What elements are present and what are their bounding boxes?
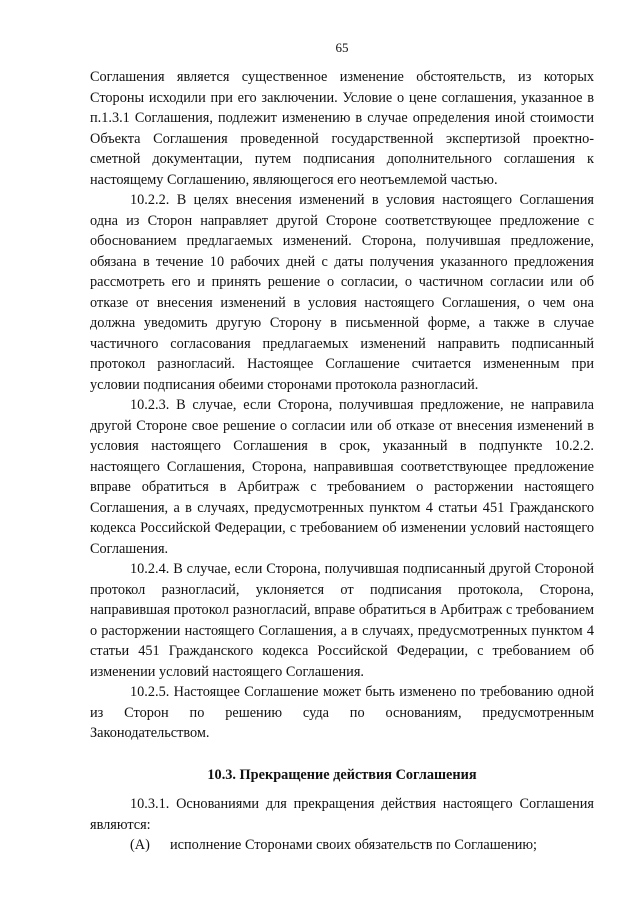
section-heading: 10.3. Прекращение действия Соглашения xyxy=(207,766,477,783)
list-item-marker: (А) xyxy=(130,837,150,853)
paragraph-10-2-4: 10.2.4. В случае, если Сторона, получившая подписанный другой Стороной протокол разногласий, уклоняется от подписания протокола, Сторона, направившая протокол разногласий, вправе обратиться в Арбитраж с требованием о расторжении настоящего Соглашения, а в случаях, предусмотренных пунктом 4 статьи 451 Гражданского кодекса Российской Федерации, с требованием об изменении условий настоящего Соглашения. xyxy=(90,561,594,680)
paragraph-10-3-1: 10.3.1. Основаниями для прекращения действия настоящего Соглашения являются: xyxy=(90,796,594,833)
page-number: 65 xyxy=(335,40,349,55)
list-item xyxy=(90,835,594,856)
paragraph-10-2-3: 10.2.3. В случае, если Сторона, получившая предложение, не направила другой Стороне свое решение о согласии или об отказе от внесения изменений в условия настоящего Соглашения в срок, указанный в подпункте 10.2.2. настоящего Соглашения, Сторона, направившая соответствующее предложение вправе обратиться в Арбитраж с требованием о расторжении настоящего Соглашения, а в случаях, предусмотренных пунктом 4 статьи 451 Гражданского кодекса Российской Федерации, с требованием об изменении условий настоящего Соглашения. xyxy=(90,397,594,557)
list-item-text: исполнение Сторонами своих обязательств по Соглашению; xyxy=(170,837,538,853)
paragraph-10-2-5: 10.2.5. Настоящее Соглашение может быть изменено по требованию одной из Сторон по решению суда по основаниям, предусмотренным Законодательством. xyxy=(90,684,594,741)
paragraph-continuation: Соглашения является существенное изменение обстоятельств, из которых Стороны исходили при его заключении. Условие о цене соглашения, указанное в п.1.3.1 Соглашения, подлежит изменению в случае определения иной стоимости Объекта Соглашения проведенной государственной экспертизой проектно-сметной документации, путем подписания дополнительного соглашения к настоящему Соглашению, являющегося его неотъемлемой частью. xyxy=(90,69,594,188)
document-body xyxy=(90,67,594,856)
paragraph-10-2-2: 10.2.2. В целях внесения изменений в условия настоящего Соглашения одна из Сторон направляет другой Стороне соответствующее предложение с обоснованием предлагаемых изменений. Сторона, получившая предложение, обязана в течение 10 рабочих дней с даты получения указанного предложения рассмотреть его и принять решение о согласии, о частичном согласии или об отказе от внесения изменений в условия настоящего Соглашения, о чем она должна уведомить другую Сторону в письменной форме, а также в случае частичного согласования предлагаемых изменений направить подписанный протокол разногласий. Настоящее Соглашение считается измененным при условии подписания обеими сторонами протокола разногласий. xyxy=(90,192,594,393)
